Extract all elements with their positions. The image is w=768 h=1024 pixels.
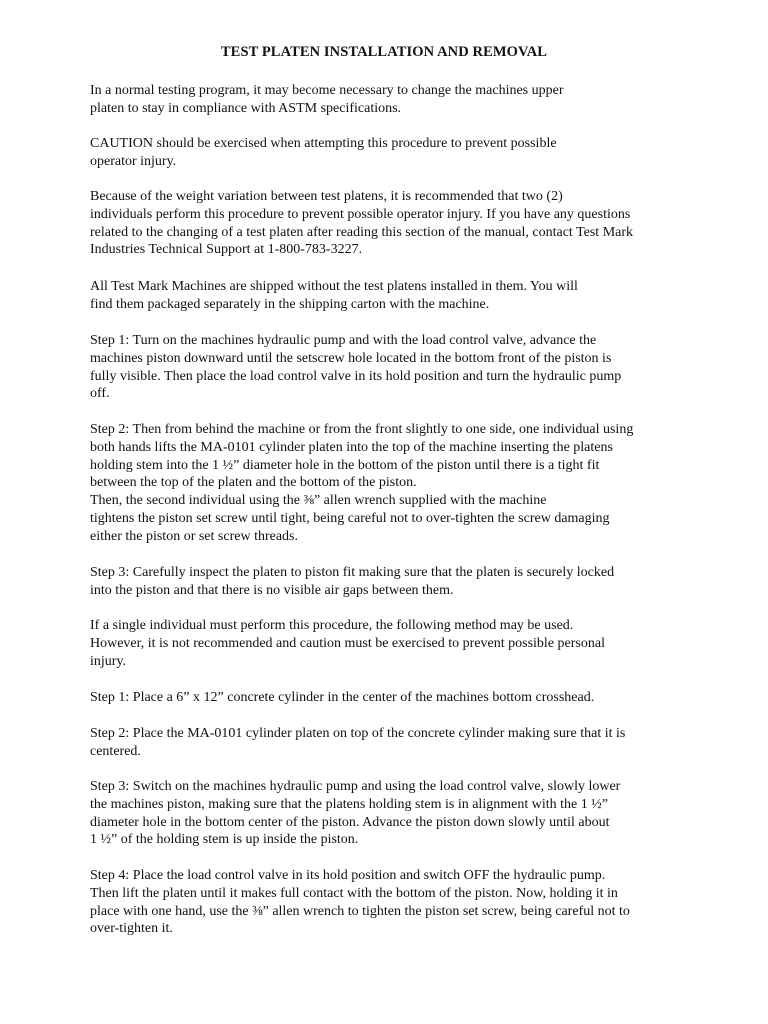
paragraph-single-step-3: Step 3: Switch on the machines hydraulic pump and using the load control valve, slowly lower the machines piston, making sure that the platens holding stem is in alignment with the 1 ½” diameter hole in the bottom center of the piston. Advance the piston down slowly until about 1 ½” of the holding stem is up inside the piston. [90, 779, 621, 848]
paragraph-single-individual: If a single individual must perform this procedure, the following method may be used. However, it is not recommended and caution must be exercised to prevent possible personal injury. [90, 618, 605, 669]
paragraph-intro: In a normal testing program, it may become necessary to change the machines upper platen to stay in compliance with ASTM specifications. [90, 83, 564, 116]
paragraph-single-step-2: Step 2: Place the MA-0101 cylinder platen on top of the concrete cylinder making sure that it is centered. [90, 726, 626, 759]
paragraph-single-step-1: Step 1: Place a 6” x 12” concrete cylinder in the center of the machines bottom crosshead. [90, 690, 595, 705]
paragraph-step-2: Step 2: Then from behind the machine or from the front slightly to one side, one individual using both hands lifts the MA-0101 cylinder platen into the top of the machine inserting the platens holding stem into the 1 ½” diameter hole in the bottom of the piston until there is a tight fit between the top of the platen and the bottom of the piston. Then, the second individual using the ⅜” allen wrench supplied with the machine tightens the piston set screw until tight, being careful not to over-tighten the screw damaging either the piston or set screw threads. [90, 422, 634, 544]
paragraph-single-step-4: Step 4: Place the load control valve in its hold position and switch OFF the hydraulic pump. Then lift the platen until it makes full contact with the bottom of the piston. Now, holding it in place with one hand, use the ⅜” allen wrench to tighten the piston set screw, being careful not to over-tighten it. [90, 868, 630, 937]
paragraph-step-1: Step 1: Turn on the machines hydraulic pump and with the load control valve, advance the machines piston downward until the setscrew hole located in the bottom front of the piston is fully visible. Then place the load control valve in its hold position and turn the hydraulic pump off. [90, 333, 622, 402]
paragraph-step-3: Step 3: Carefully inspect the platen to piston fit making sure that the platen is securely locked into the piston and that there is no visible air gaps between them. [90, 565, 615, 598]
paragraph-shipping: All Test Mark Machines are shipped without the test platens installed in them. You will find them packaged separately in the shipping carton with the machine. [90, 279, 578, 312]
paragraph-weight-variation: Because of the weight variation between test platens, it is recommended that two (2) individuals perform this procedure to prevent possible operator injury. If you have any questions related to the changing of a test platen after reading this section of the manual, contact Test Mark Industries Technical Support at 1-800-783-3227. [90, 189, 634, 258]
document-title: TEST PLATEN INSTALLATION AND REMOVAL [220, 44, 548, 60]
paragraph-caution: CAUTION should be exercised when attempting this procedure to prevent possible operator injury. [90, 136, 557, 169]
